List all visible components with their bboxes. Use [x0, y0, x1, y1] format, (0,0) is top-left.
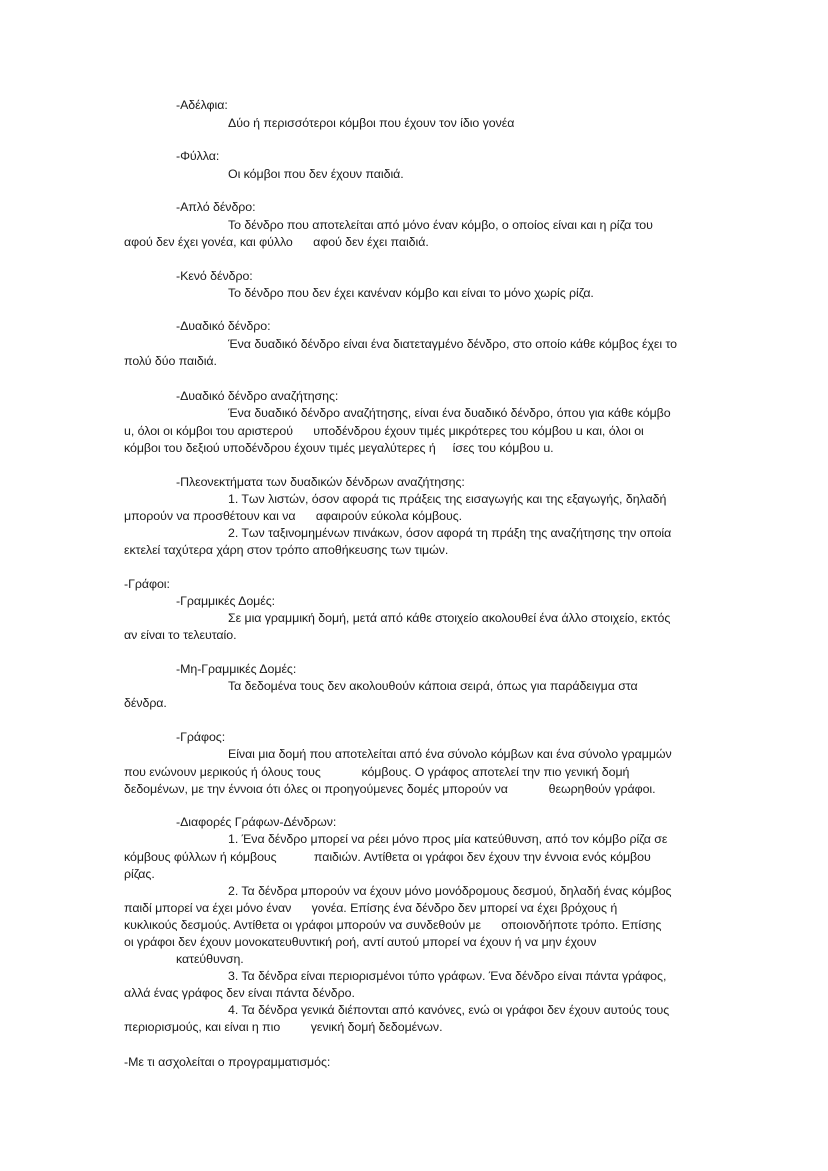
list-item: 1. Των λιστών, όσον αφορά τις πράξεις της εισαγωγής και της εξαγωγής, δηλαδή	[228, 492, 667, 506]
section-text: Οι κόμβοι που δεν έχουν παιδιά.	[228, 167, 404, 181]
list-item: 2. Τα δένδρα μπορούν να έχουν μόνο μονόδρομους δεσμού, δηλαδή ένας κόμβος	[228, 884, 672, 898]
section-heading-binary-tree: -Δυαδικό δένδρο:	[176, 319, 271, 333]
list-item-cont: αλλά ένας γράφος δεν είναι πάντα δένδρο.	[124, 986, 355, 1000]
list-item: 1. Ένα δένδρο μπορεί να ρέει μόνο προς μία κατεύθυνση, από τον κόμβο ρίζα σε	[228, 832, 668, 846]
section-text: κόμβοι του δεξιού υποδένδρου έχουν τιμές μεγαλύτερες ή ίσες του κόμβου u.	[124, 441, 554, 455]
section-text: που ενώνουν μερικούς ή όλους τους κόμβους. Ο γράφος αποτελεί την πιο γενική δομή	[124, 765, 630, 779]
section-heading-empty-tree: -Κενό δένδρο:	[176, 269, 253, 283]
section-text: Δύο ή περισσότεροι κόμβοι που έχουν τον ίδιο γονέα	[228, 116, 515, 130]
list-item-cont: κυκλικούς δεσμούς. Αντίθετα οι γράφοι μπορούν να συνδεθούν με οποιονδήποτε τρόπο. Επίσης	[124, 918, 662, 932]
list-item: 2. Των ταξινομημένων πινάκων, όσον αφορά τη πράξη της αναζήτησης την οποία	[228, 526, 672, 540]
section-text: u, όλοι οι κόμβοι του αριστερού υποδένδρου έχουν τιμές μικρότερες του κόμβου u και, όλοι οι	[124, 424, 644, 438]
list-item-cont: μπορούν να προσθέτουν και να αφαιρούν εύκολα κόμβους.	[124, 509, 463, 523]
list-item-cont: οι γράφοι δεν έχουν μονοκατευθυντική ροή, αντί αυτού μπορεί να έχουν ή να μην έχουν	[124, 935, 597, 949]
list-item-cont: εκτελεί ταχύτερα χάρη στον τρόπο αποθήκευσης των τιμών.	[124, 543, 449, 557]
section-heading-bst-advantages: -Πλεονεκτήματα των δυαδικών δένδρων αναζήτησης:	[176, 475, 465, 489]
section-text: Τα δεδομένα τους δεν ακολουθούν κάποια σειρά, όπως για παράδειγμα στα	[228, 679, 638, 693]
chapter-heading-graphs: -Γράφοι:	[124, 577, 170, 591]
section-text: αν είναι το τελευταίο.	[124, 628, 237, 642]
section-heading-graph: -Γράφος:	[176, 730, 226, 744]
list-item: 3. Τα δένδρα είναι περιορισμένοι τύπο γράφων. Ένα δένδρο είναι πάντα γράφος,	[228, 969, 667, 983]
section-text: δένδρα.	[124, 696, 167, 710]
list-item-cont: κόμβους φύλλων ή κόμβους παιδιών. Αντίθετα οι γράφοι δεν έχουν την έννοια ενός κόμβου	[124, 850, 651, 864]
list-item-cont: περιορισμούς, και είναι η πιο γενική δομή δεδομένων.	[124, 1020, 443, 1034]
list-item-cont: κατεύθυνση.	[176, 952, 244, 966]
section-heading-siblings: -Αδέλφια:	[176, 98, 228, 112]
section-text: αφού δεν έχει γονέα, και φύλλο αφού δεν έχει παιδιά.	[124, 235, 429, 249]
section-heading-bst: -Δυαδικό δένδρο αναζήτησης:	[176, 389, 339, 403]
section-text: Ένα δυαδικό δένδρο αναζήτησης, είναι ένα δυαδικό δένδρο, όπου για κάθε κόμβο	[228, 406, 671, 420]
list-item-cont: ρίζας.	[124, 867, 155, 881]
section-heading-leaves: -Φύλλα:	[176, 149, 220, 163]
chapter-heading-programming: -Με τι ασχολείται ο προγραμματισμός:	[124, 1055, 331, 1069]
section-text: Το δένδρο που αποτελείται από μόνο έναν κόμβο, ο οποίος είναι και η ρίζα του	[228, 218, 653, 232]
list-item: 4. Τα δένδρα γενικά διέπονται από κανόνες, ενώ οι γράφοι δεν έχουν αυτούς τους	[228, 1003, 670, 1017]
section-text: δεδομένων, με την έννοια ότι όλες οι προηγούμενες δομές μπορούν να θεωρηθούν γράφοι.	[124, 782, 656, 796]
section-heading-linear-structures: -Γραμμικές Δομές:	[176, 594, 276, 608]
section-text: πολύ δύο παιδιά.	[124, 354, 217, 368]
list-item-cont: παιδί μπορεί να έχει μόνο έναν γονέα. Επίσης ένα δένδρο δεν μπορεί να έχει βρόχους ή	[124, 901, 618, 915]
section-text: Σε μια γραμμική δομή, μετά από κάθε στοιχείο ακολουθεί ένα άλλο στοιχείο, εκτός	[228, 611, 671, 625]
section-heading-nonlinear-structures: -Μη-Γραμμικές Δομές:	[176, 662, 297, 676]
section-text: Ένα δυαδικό δένδρο είναι ένα διατεταγμένο δένδρο, στο οποίο κάθε κόμβος έχει το	[228, 337, 678, 351]
section-heading-simple-tree: -Απλό δένδρο:	[176, 200, 256, 214]
section-text: Είναι μια δομή που αποτελείται από ένα σύνολο κόμβων και ένα σύνολο γραμμών	[228, 747, 672, 761]
section-text: Το δένδρο που δεν έχει κανέναν κόμβο και είναι το μόνο χωρίς ρίζα.	[228, 286, 594, 300]
section-heading-graph-tree-differences: -Διαφορές Γράφων-Δένδρων:	[176, 815, 337, 829]
